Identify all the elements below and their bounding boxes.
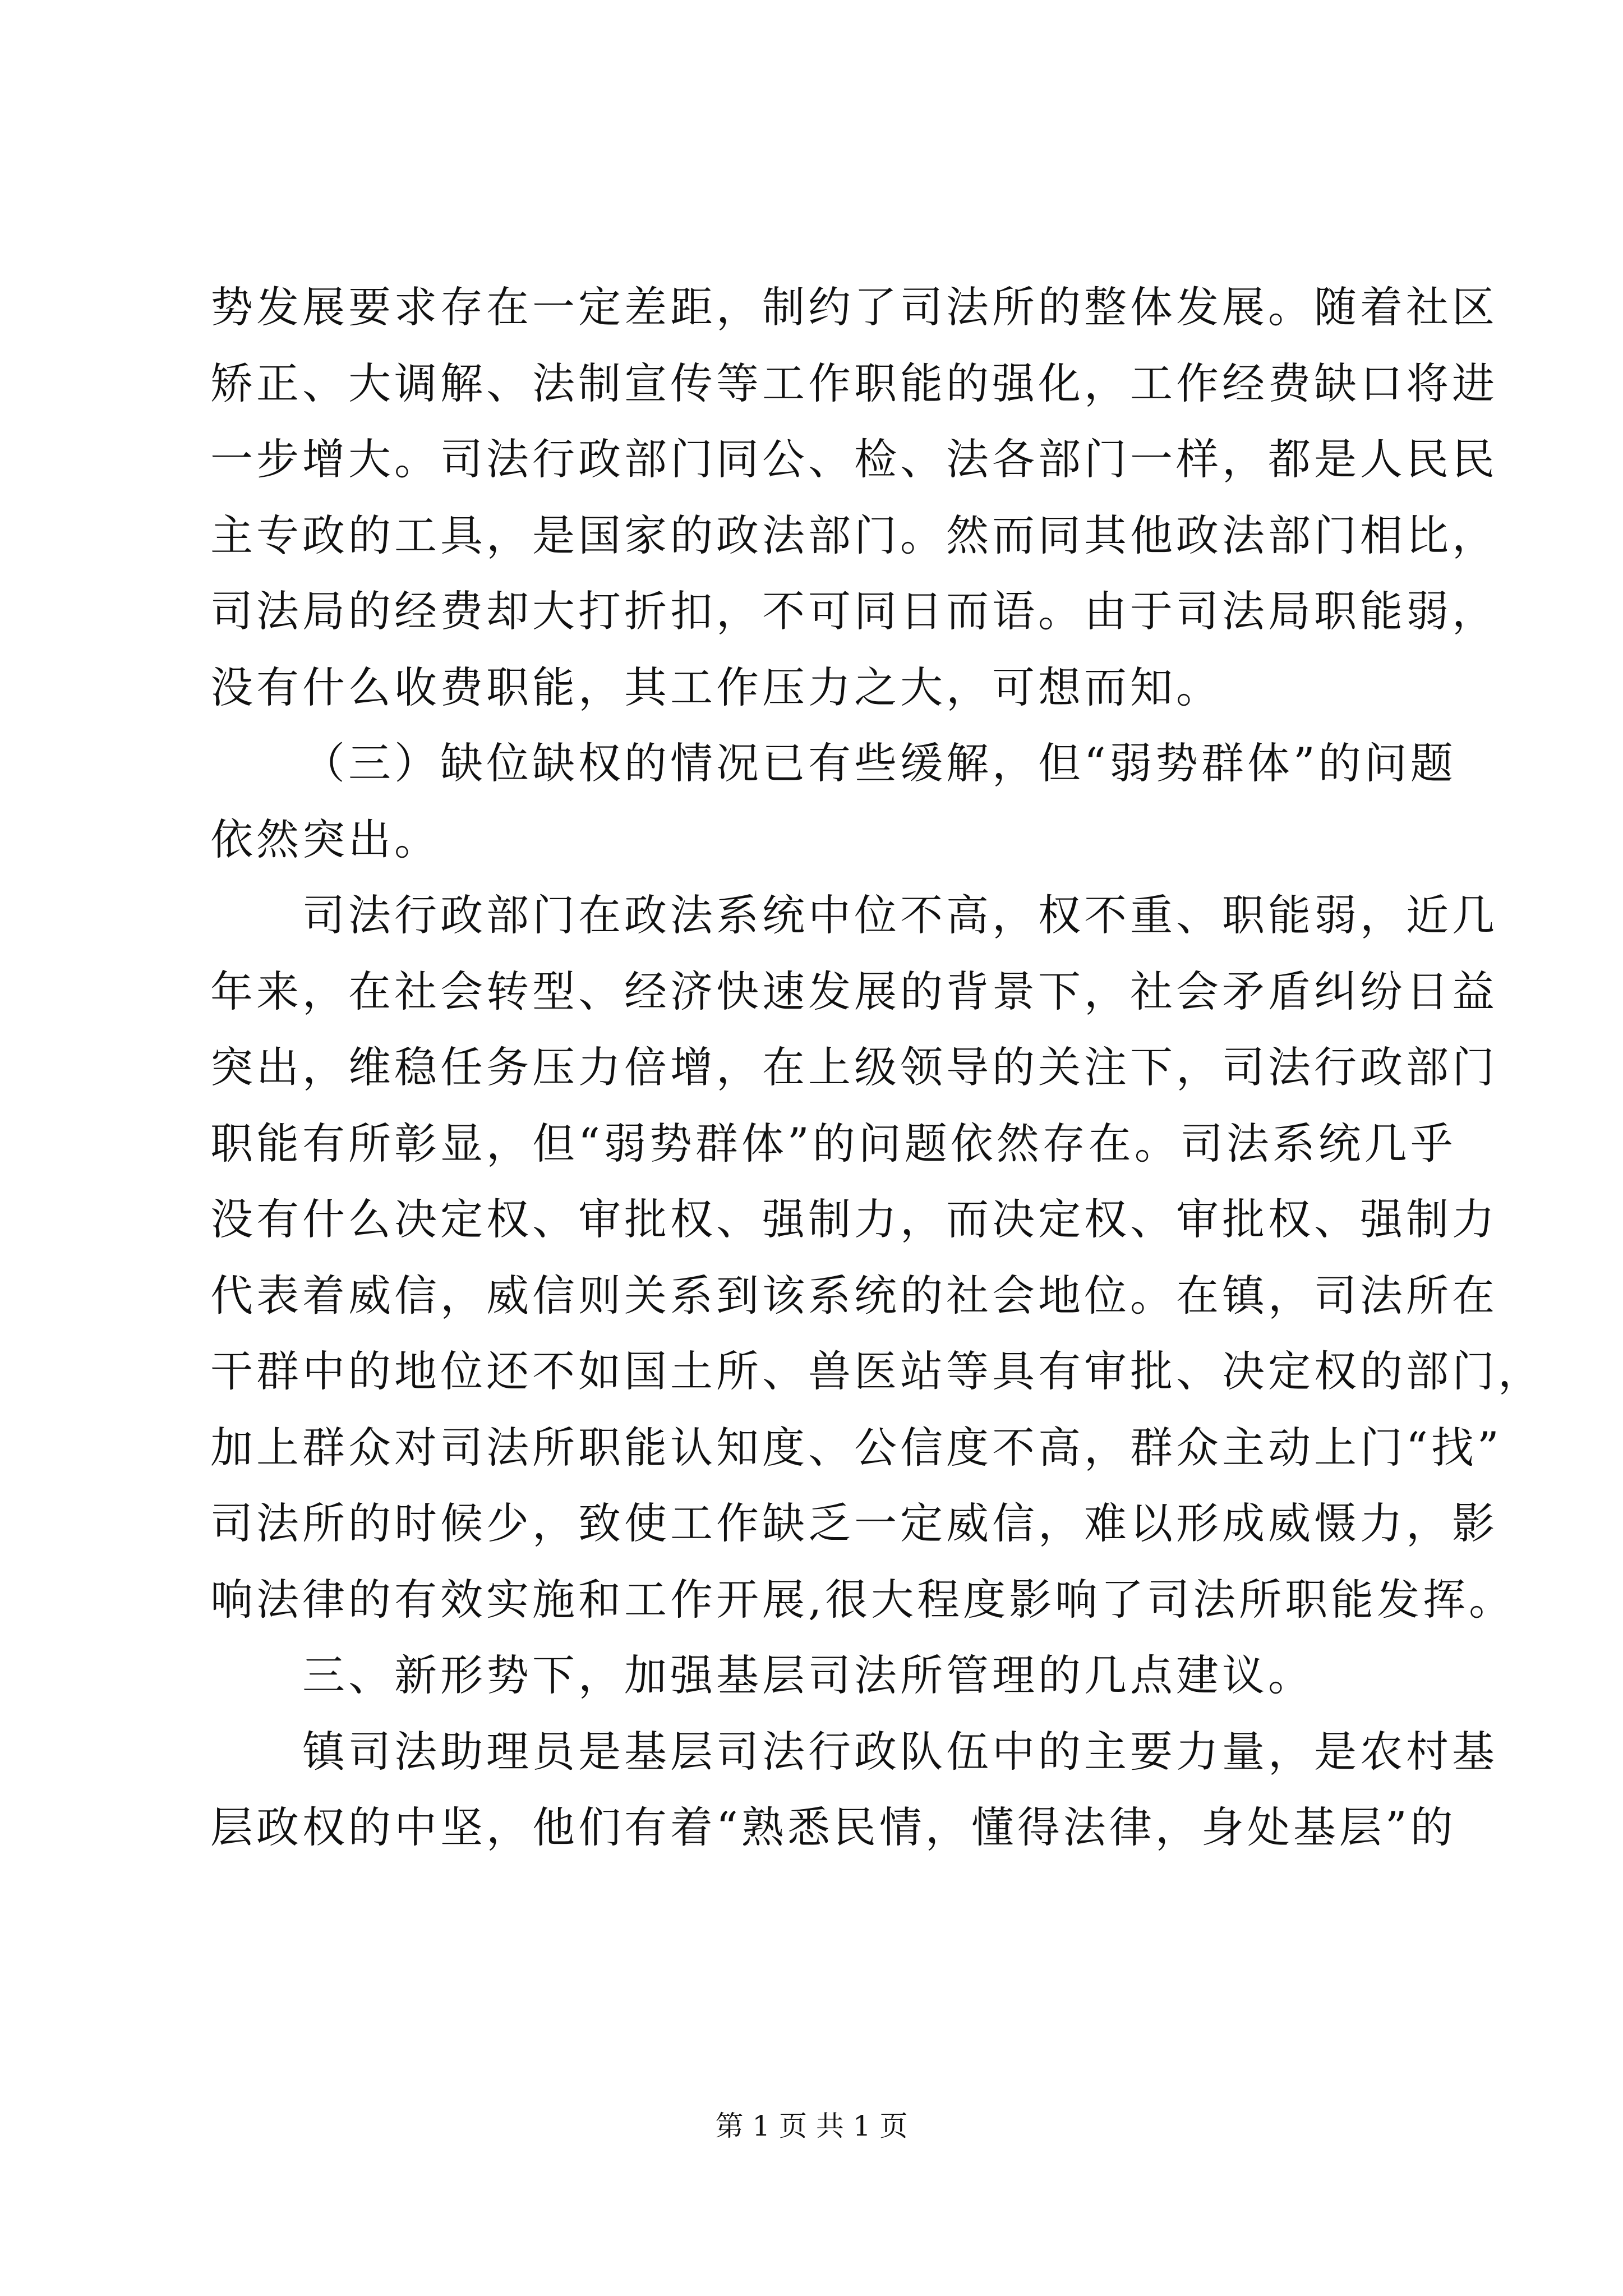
text-line: 没有什么收费职能，其工作压力之大，可想而知。 (210, 662, 1222, 712)
text-line: 年来，在社会转型、经济快速发展的背景下，社会矛盾纠纷日益 (210, 966, 1498, 1016)
text-line: 司法行政部门在政法系统中位不高，权不重、职能弱，近几 (302, 890, 1498, 940)
text-line: 势发展要求存在一定差距，制约了司法所的整体发展。随着社区 (210, 282, 1498, 332)
text-line: 司法所的时候少，致使工作缺乏一定威信，难以形成威慑力，影 (210, 1498, 1498, 1548)
text-line: 层政权的中坚，他们有着“熟悉民情，懂得法律，身处基层”的 (210, 1802, 1456, 1852)
text-line: 突出，维稳任务压力倍增，在上级领导的关注下，司法行政部门 (210, 1042, 1498, 1092)
text-line: 矫正、大调解、法制宣传等工作职能的强化，工作经费缺口将进 (210, 358, 1498, 408)
text-line: 没有什么决定权、审批权、强制力，而决定权、审批权、强制力 (210, 1194, 1498, 1244)
text-line: 司法局的经费却大打折扣，不可同日而语。由于司法局职能弱， (210, 586, 1498, 636)
text-line: 主专政的工具，是国家的政法部门。然而同其他政法部门相比， (210, 510, 1498, 560)
text-line: 加上群众对司法所职能认知度、公信度不高，群众主动上门“找” (210, 1422, 1502, 1473)
text-line: 依然突出。 (210, 814, 440, 864)
text-line: 三、新形势下，加强基层司法所管理的几点建议。 (302, 1650, 1314, 1700)
text-line: 代表着威信，威信则关系到该系统的社会地位。在镇，司法所在 (210, 1270, 1498, 1320)
text-line: 一步增大。司法行政部门同公、检、法各部门一样，都是人民民 (210, 434, 1498, 484)
text-line: 响法律的有效实施和工作开展,很大程度影响了司法所职能发挥。 (210, 1574, 1515, 1625)
page-footer: 第 1 页 共 1 页 (715, 2110, 908, 2142)
text-line: 镇司法助理员是基层司法行政队伍中的主要力量，是农村基 (302, 1726, 1498, 1777)
text-line: 干群中的地位还不如国土所、兽医站等具有审批、决定权的部门， (210, 1346, 1544, 1396)
text-line: （三）缺位缺权的情况已有些缓解，但“弱势群体”的问题 (302, 738, 1456, 788)
document-body (210, 269, 1544, 1866)
text-line: 职能有所彰显，但“弱势群体”的问题依然存在。司法系统几乎 (210, 1118, 1456, 1168)
